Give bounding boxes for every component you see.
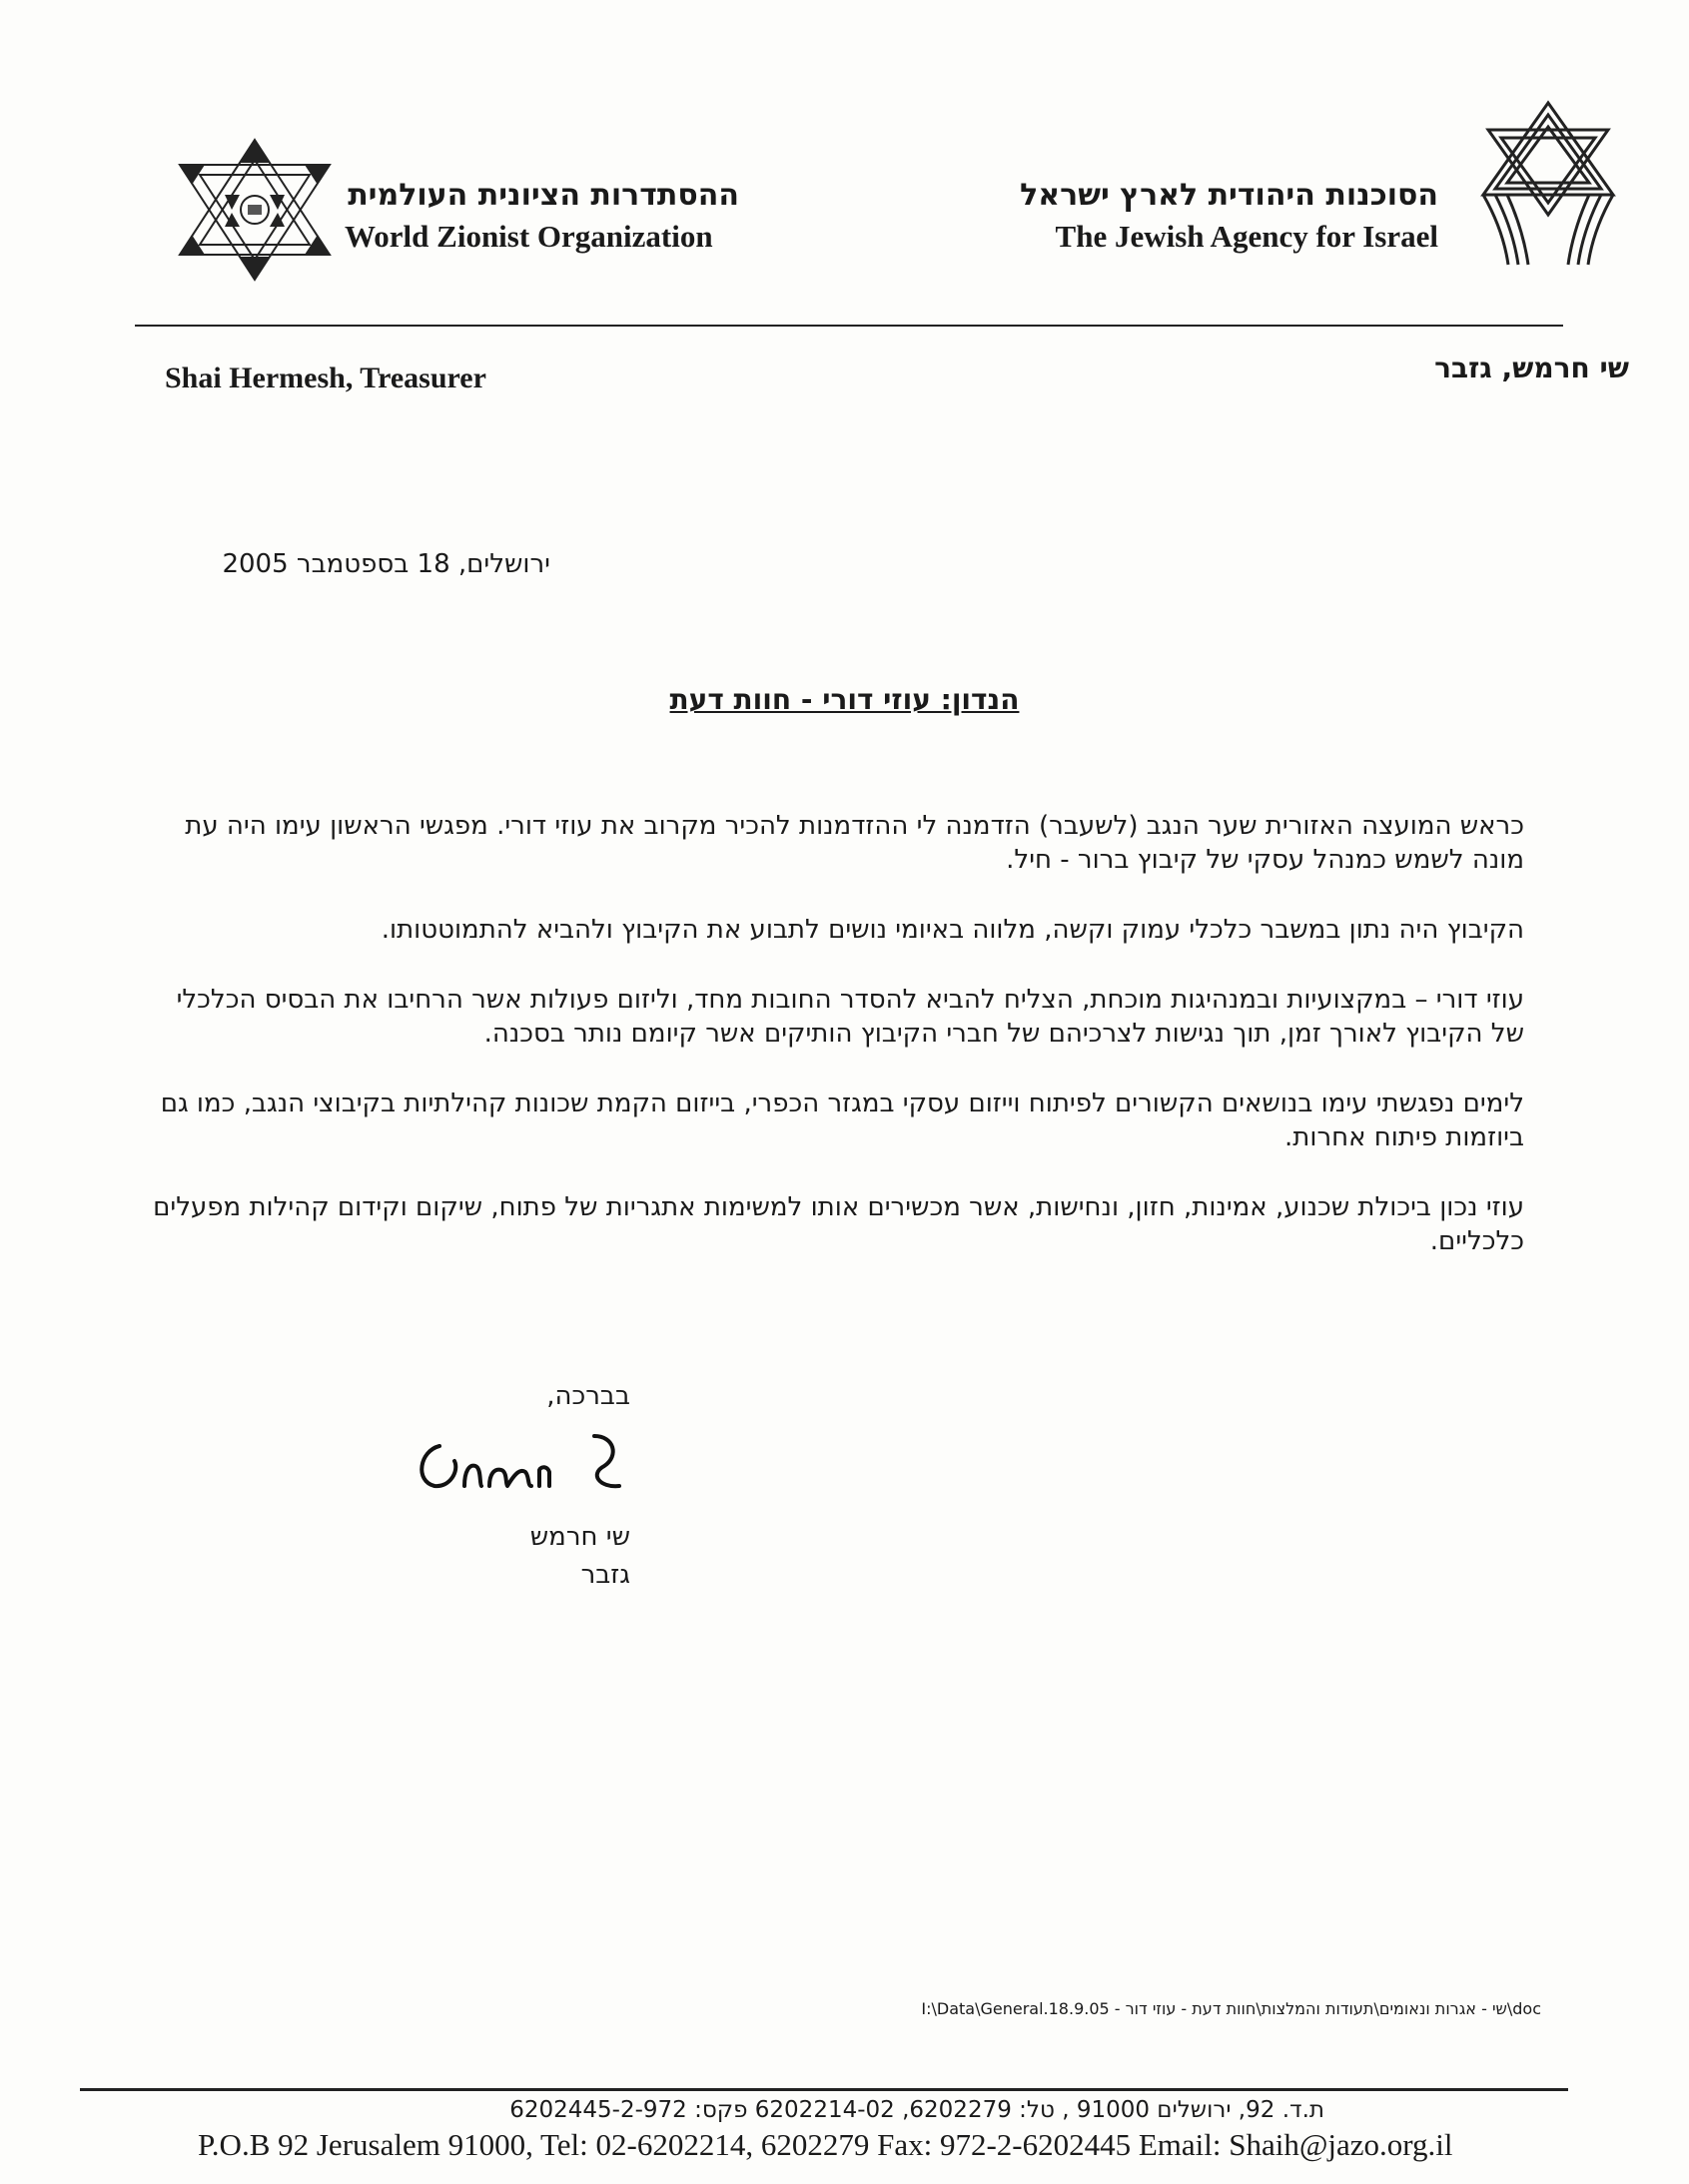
jafi-name-english: The Jewish Agency for Israel xyxy=(1055,219,1438,254)
jafi-name-block xyxy=(1009,178,1438,255)
signature-title: גזבר xyxy=(580,1560,630,1590)
sender-name-english: Shai Hermesh, Treasurer xyxy=(165,362,486,394)
signature-name: שי חרמש xyxy=(529,1522,630,1552)
letter-subject-text: הנדון: עוזי דורי - חוות דעת xyxy=(669,683,1020,716)
handwritten-signature xyxy=(410,1426,639,1506)
footer-address-hebrew: ת.ד. 92, ירושלים 91000 , טל: 6202279, 6202214-02 פקס: 6202445-2-972 xyxy=(509,2097,1324,2123)
footer-divider xyxy=(80,2088,1568,2091)
letter-date: ירושלים, 18 בספטמבר 2005 xyxy=(222,549,550,579)
body-paragraph: עוזי דורי – במקצועיות ובמנהיגות מוכחת, הצליח להביא להסדר החובות מחד, וליזום פעולות אשר הרחיבו את הבסיס הכלכלי של הקיבוץ לאורך זמן, תוך נגישות לצרכיהם של חברי הקיבוץ הותיקים אשר קיומם נותר בסכנה. xyxy=(176,985,1524,1049)
signature-block xyxy=(530,1518,630,1594)
wzo-emblem-icon xyxy=(170,135,340,285)
letter-subject xyxy=(0,683,1689,716)
jafi-name-hebrew: הסוכנות היהודית לארץ ישראל xyxy=(1020,178,1438,213)
file-path: I:\Data\General.18.9.05 - שי - אגרות ונאומים\תעודות והמלצות\חוות דעת - עוזי דור\doc xyxy=(921,1999,1541,2018)
wzo-name-english: World Zionist Organization xyxy=(345,219,713,254)
body-paragraph: כראש המועצה האזורית שער הנגב (לשעבר) הזדמנה לי ההזדמנות להכיר מקרוב את עוזי דורי. מפגשי הראשון עימו היה עת מונה לשמש כמנהל עסקי של קיבוץ ברור - חיל. xyxy=(185,811,1524,875)
wzo-name-block xyxy=(345,178,739,255)
sender-name-hebrew: שי חרמש, גזבר xyxy=(1434,352,1629,384)
body-paragraph: הקיבוץ היה נתון במשבר כלכלי עמוק וקשה, מלווה באיומי נושים לתבוע את הקיבוץ ולהביא להתמוטטותו. xyxy=(381,915,1524,945)
letter-closing: בברכה, xyxy=(546,1381,630,1411)
body-paragraph: עוזי נכון ביכולת שכנוע, אמינות, חזון, ונחישות, אשר מכשירים אותו למשימות אתגריות של פתוח, שיקום וקידום קהילות מפעלים כלכליים. xyxy=(153,1192,1524,1256)
header-divider xyxy=(135,325,1563,327)
wzo-name-hebrew: ההסתדרות הציונית העולמית xyxy=(348,178,739,213)
footer-address-english: P.O.B 92 Jerusalem 91000, Tel: 02-6202214, 6202279 Fax: 972-2-6202445 Email: Shaih@jazo.org.il xyxy=(198,2127,1453,2162)
letter-body xyxy=(146,809,1524,1294)
jafi-emblem-icon xyxy=(1463,95,1633,270)
body-paragraph: לימים נפגשתי עימו בנושאים הקשורים לפיתוח וייזום עסקי במגזר הכפרי, בייזום הקמת שכונות קהילתיות בקיבוצי הנגב, כמו גם ביוזמות פיתוח אחרות. xyxy=(160,1089,1524,1152)
